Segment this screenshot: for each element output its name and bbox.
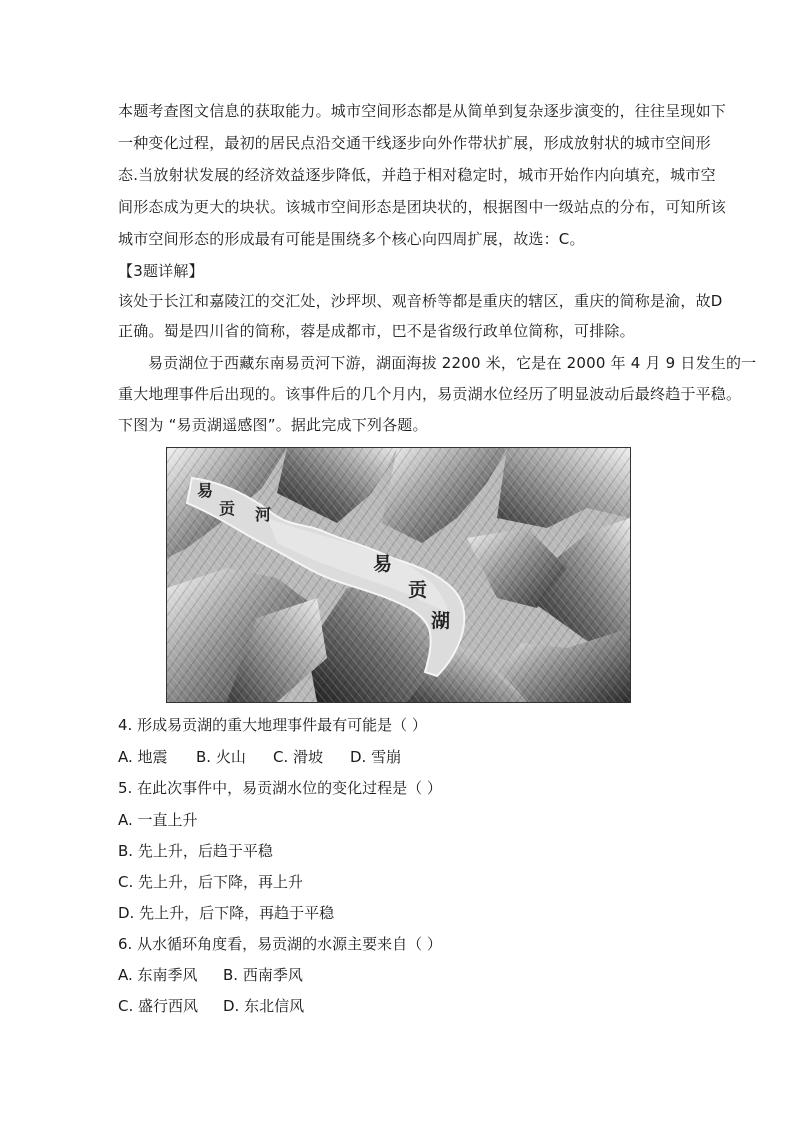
q3-detail-heading: 【3题详解】 <box>118 262 204 280</box>
question-5-option-b[interactable]: B. 先上升，后趋于平稳 <box>118 842 273 860</box>
intro-line-3: 下图为 “易贡湖遥感图”。据此完成下列各题。 <box>118 416 428 434</box>
remote-sensing-map <box>166 447 631 703</box>
question-4-stem: 4. 形成易贡湖的重大地理事件最有可能是（ ） <box>118 716 427 734</box>
question-4-option-d[interactable]: D. 雪崩 <box>350 748 402 766</box>
question-6-option-c[interactable]: C. 盛行西风 <box>118 997 199 1015</box>
analysis-line-2: 一种变化过程，最初的居民点沿交通干线逐步向外作带状扩展，形成放射状的城市空间形 <box>118 134 711 152</box>
question-6-option-a[interactable]: A. 东南季风 <box>118 966 198 984</box>
question-6-option-b[interactable]: B. 西南季风 <box>223 966 303 984</box>
analysis-line-3: 态.当放射状发展的经济效益逐步降低，并趋于相对稳定时，城市开始作内向填充，城市空 <box>118 166 716 184</box>
question-4-option-c[interactable]: C. 滑坡 <box>273 748 324 766</box>
map-label-lake-char-1: 易 <box>373 553 393 575</box>
map-label-lake-char-3: 湖 <box>431 610 451 632</box>
analysis-line-1: 本题考查图文信息的获取能力。城市空间形态都是从简单到复杂逐步演变的，往往呈现如下 <box>118 102 727 120</box>
map-label-river-char-2: 贡 <box>219 499 236 518</box>
map-label-river-char-1: 易 <box>197 481 214 500</box>
map-graphic <box>167 448 630 702</box>
analysis-line-4: 间形态成为更大的块状。该城市空间形态是团块状的，根据图中一级站点的分布，可知所该 <box>118 198 727 216</box>
question-4-option-a[interactable]: A. 地震 <box>118 748 168 766</box>
question-4-option-b[interactable]: B. 火山 <box>196 748 246 766</box>
map-label-river-char-3: 河 <box>255 505 272 524</box>
q3-detail-line-1: 该处于长江和嘉陵江的交汇处，沙坪坝、观音桥等都是重庆的辖区，重庆的简称是渝，故D <box>118 292 723 310</box>
map-label-lake-char-2: 贡 <box>408 579 428 601</box>
question-5-option-c[interactable]: C. 先上升，后下降，再上升 <box>118 873 304 891</box>
question-5-option-a[interactable]: A. 一直上升 <box>118 811 198 829</box>
question-6-option-d[interactable]: D. 东北信风 <box>223 997 305 1015</box>
question-5-option-d[interactable]: D. 先上升，后下降，再趋于平稳 <box>118 904 335 922</box>
q3-detail-line-2: 正确。蜀是四川省的简称，蓉是成都市，巴不是省级行政单位简称，可排除。 <box>118 322 635 340</box>
intro-line-2: 重大地理事件后出现的。该事件后的几个月内，易贡湖水位经历了明显波动后最终趋于平稳。 <box>118 385 742 403</box>
question-5-stem: 5. 在此次事件中，易贡湖水位的变化过程是（ ） <box>118 779 442 797</box>
analysis-line-5: 城市空间形态的形成最有可能是围绕多个核心向四周扩展，故选：C。 <box>118 230 585 248</box>
intro-line-1: 易贡湖位于西藏东南易贡河下游，湖面海拔 2200 米，它是在 2000 年 4 月 9 日发生的一 <box>148 354 757 372</box>
question-6-stem: 6. 从水循环角度看，易贡湖的水源主要来自（ ） <box>118 935 442 953</box>
